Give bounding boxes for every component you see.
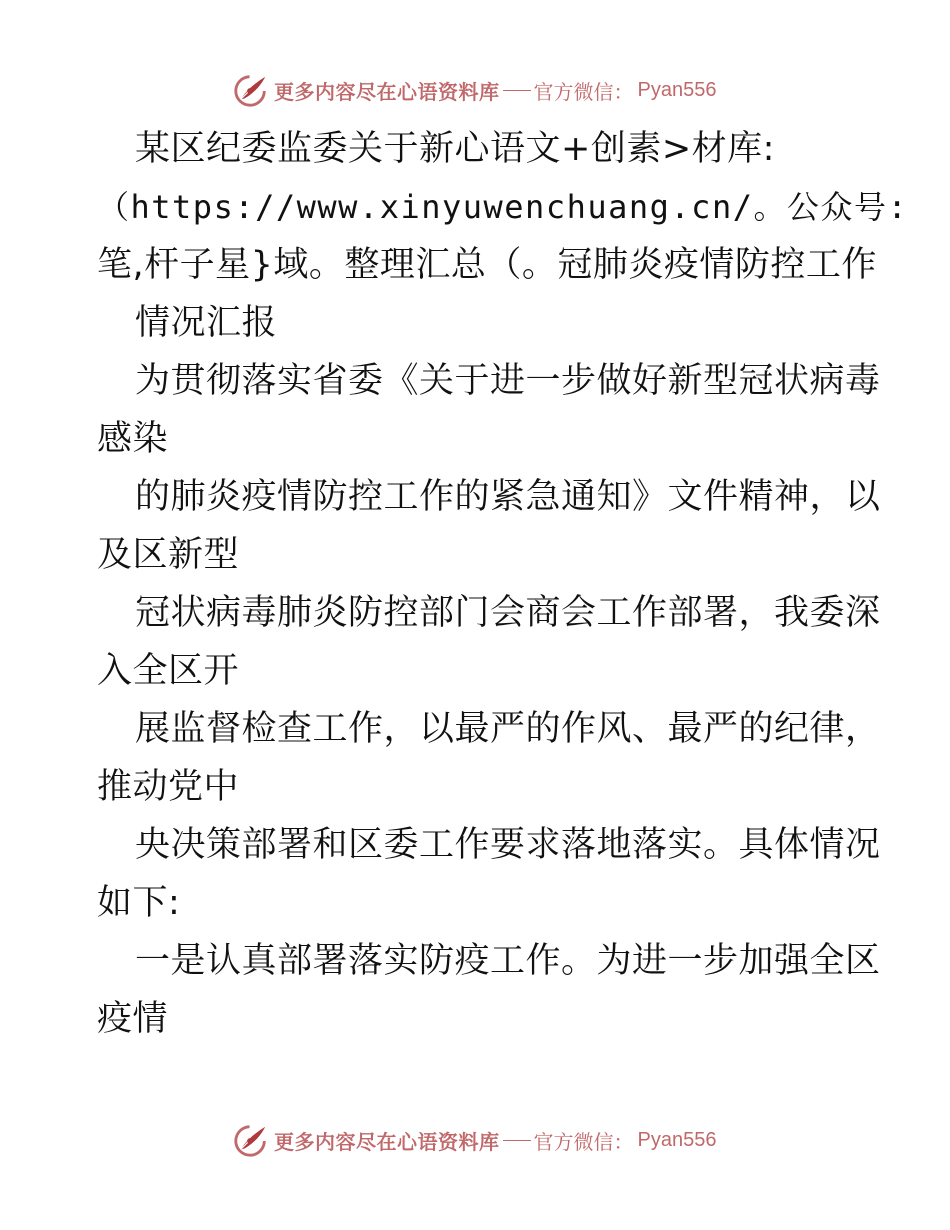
text-line: 及区新型 [97,535,240,575]
quill-pen-logo-icon [232,71,270,109]
document-body [97,120,909,1048]
text-line: 为贯彻落实省委《关于进一步做好新型冠状病毒 [135,361,881,401]
text-line: 央决策部署和区委工作要求落地落实。具体情况 [135,825,881,865]
text-line: 某区纪委监委关于新心语文+创素>材库: [135,129,775,169]
banner-wechat-label: 官方微信： [533,1129,634,1154]
text-line: 冠状病毒肺炎防控部门会商会工作部署，我委深 [135,593,881,633]
text-line: 疫情 [97,999,169,1039]
banner-title: 更多内容尽在心语资料库 [274,1129,500,1154]
banner-divider [503,90,531,91]
text-line: 一是认真部署落实防疫工作。为进一步加强全区 [135,941,881,981]
banner-wechat-id: Pyan556 [637,1128,717,1151]
header-banner [232,70,716,110]
banner-wechat-id: Pyan556 [637,78,717,101]
text-line: 如下: [97,883,181,923]
document-title: 情况汇报 [135,303,278,343]
text-line: 推动党中 [97,767,240,807]
text-line: 入全区开 [97,651,240,691]
banner-title: 更多内容尽在心语资料库 [274,79,500,104]
footer-banner [232,1120,716,1160]
text-line: 感染 [97,419,169,459]
text-line: 展监督检查工作，以最严的作风、最严的纪律， [135,709,881,749]
text-line: 笔,杆子星}域。整理汇总（。冠肺炎疫情防控工作 [97,245,877,285]
text-line: 的肺炎疫情防控工作的紧急通知》文件精神，以 [135,477,881,517]
banner-wechat-label: 官方微信： [533,79,634,104]
text-line: （https://www.xinyuwenchuang.cn/。公众号: [97,188,909,226]
banner-divider [503,1140,531,1141]
quill-pen-logo-icon [232,1121,270,1159]
